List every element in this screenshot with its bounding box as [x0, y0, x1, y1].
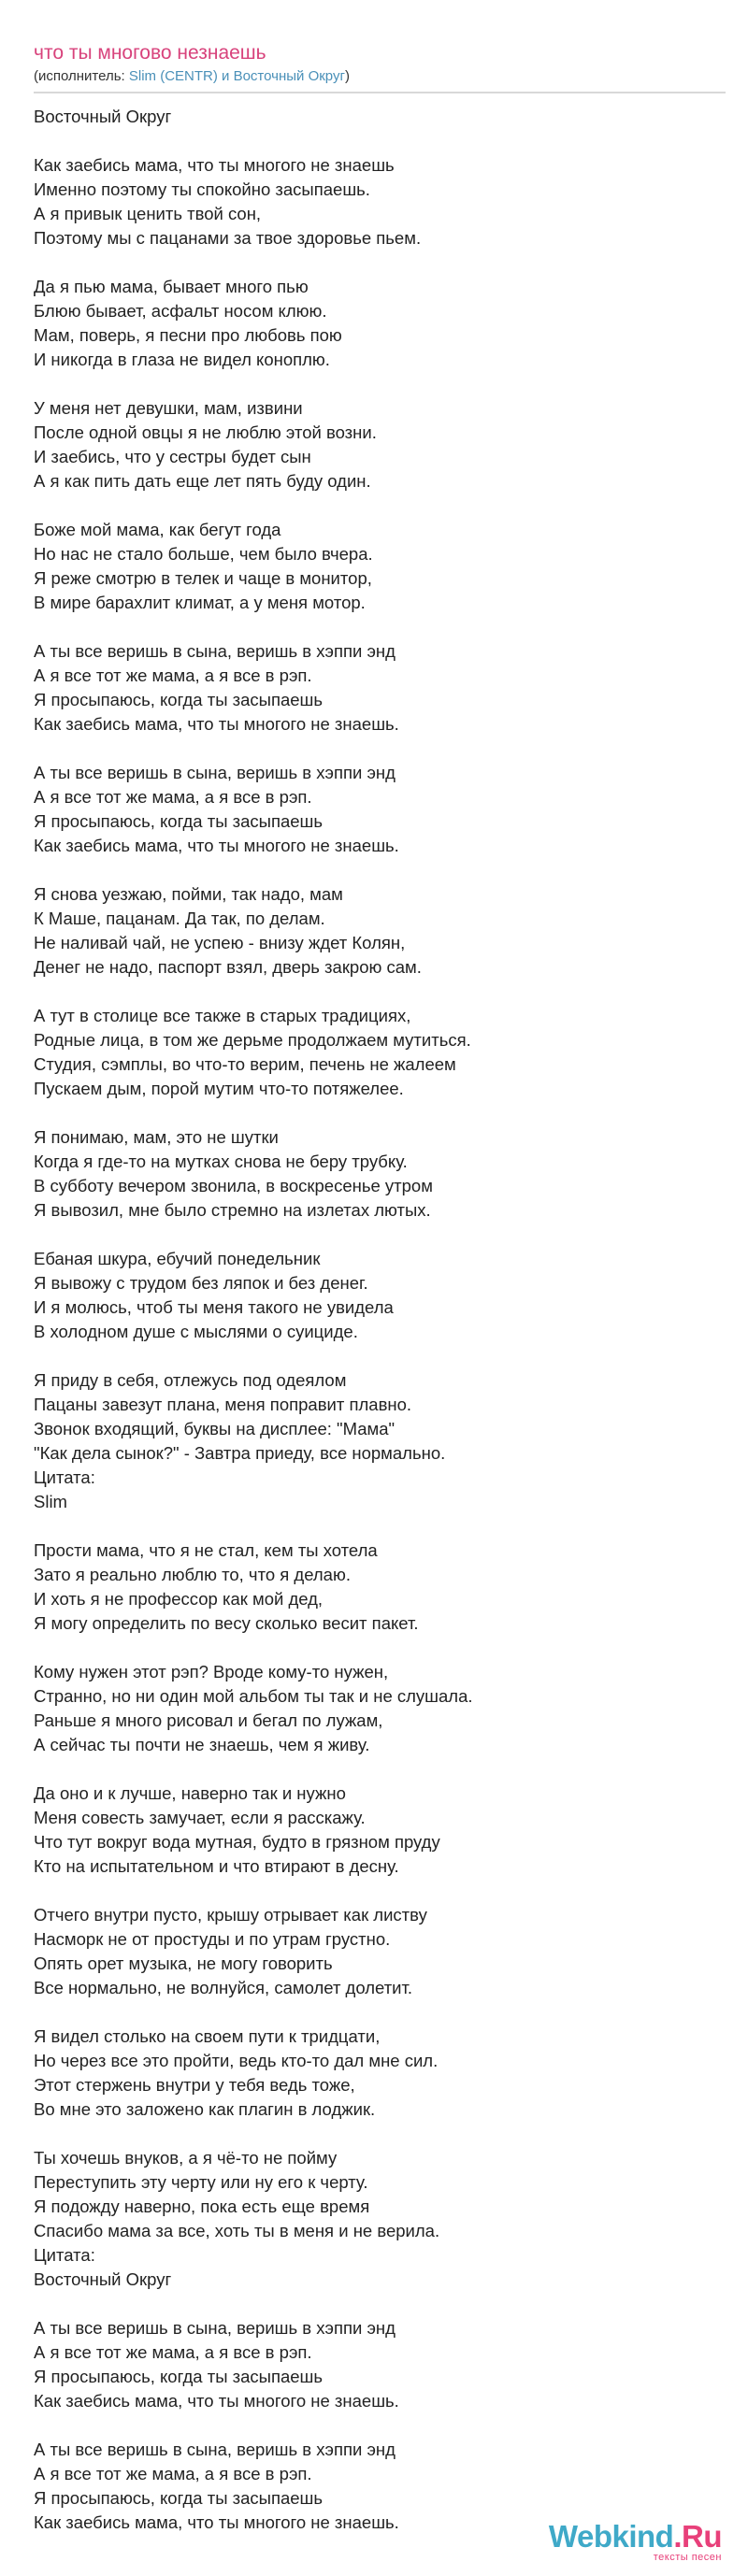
lyric-line: Переступить эту черту или ну его к черту.: [34, 2172, 368, 2192]
lyrics-stanza: [34, 2316, 726, 2413]
lyric-line: А я все тот же мама, а я все в рэп.: [34, 665, 312, 685]
lyric-line: Ты хочешь внуков, а я чё-то не пойму: [34, 2148, 338, 2168]
lyric-line: Ебаная шкура, ебучий понедельник: [34, 1249, 321, 1268]
lyric-line: Опять орет музыка, не могу говорить: [34, 1953, 333, 1973]
lyric-line: После одной овцы я не люблю этой возни.: [34, 422, 377, 442]
stanza-gap: [34, 1514, 726, 1538]
lyric-line: Странно, но ни один мой альбом ты так и не слушала.: [34, 1686, 473, 1706]
lyric-line: Студия, сэмплы, во что-то верим, печень не жалеем: [34, 1054, 456, 1074]
lyric-line: А я все тот же мама, а я все в рэп.: [34, 2464, 312, 2483]
lyric-line: Да оно и к лучше, наверно так и нужно: [34, 1783, 346, 1803]
lyrics-stanza: [34, 275, 726, 372]
lyric-line: Я снова уезжаю, пойми, так надо, мам: [34, 884, 343, 904]
lyrics-stanza: [34, 1660, 726, 1757]
lyrics-stanza: [34, 1782, 726, 1879]
lyric-line: Кто на испытательном и что втирают в десну.: [34, 1856, 399, 1876]
lyrics-stanza: [34, 1538, 726, 1636]
lyric-line: Не наливай чай, не успею - внизу ждет Колян,: [34, 933, 406, 952]
watermark-tld: .Ru: [673, 2519, 722, 2554]
lyric-line: А тут в столице все также в старых традициях,: [34, 1006, 411, 1025]
artist-link[interactable]: Slim (CENTR) и Восточный Округ: [128, 68, 345, 84]
artist-line: [34, 67, 726, 86]
stanza-gap: [34, 250, 726, 275]
artist-suffix: ): [344, 68, 350, 84]
lyrics-stanza: [34, 639, 726, 737]
lyric-line: Спасибо мама за все, хоть ты в меня и не верила.: [34, 2221, 440, 2240]
lyric-line: Восточный Округ: [34, 2269, 172, 2289]
lyrics-stanza: [34, 882, 726, 980]
lyric-line: А я все тот же мама, а я все в рэп.: [34, 2342, 312, 2362]
lyric-line: Восточный Округ: [34, 107, 172, 126]
lyric-line: Кому нужен этот рэп? Вроде кому-то нужен,: [34, 1662, 389, 1682]
stanza-gap: [34, 858, 726, 882]
lyric-line: А сейчас ты почти не знаешь, чем я живу.: [34, 1735, 370, 1754]
stanza-gap: [34, 129, 726, 153]
stanza-gap: [34, 980, 726, 1004]
lyric-line: Все нормально, не волнуйся, самолет долетит.: [34, 1978, 413, 1997]
lyric-line: Родные лица, в том же дерьме продолжаем мутиться.: [34, 1030, 471, 1050]
lyric-line: И хоть я не профессор как мой дед,: [34, 1589, 324, 1609]
stanza-gap: [34, 2413, 726, 2438]
song-title: что ты многово незнаешь: [34, 42, 266, 64]
lyric-line: А я как пить дать еще лет пять буду один.: [34, 471, 371, 491]
stanza-gap: [34, 2292, 726, 2316]
artist-prefix: (исполнитель:: [34, 68, 129, 84]
lyric-line: Я просыпаюсь, когда ты засыпаешь: [34, 690, 324, 709]
watermark-brand: Webkind: [548, 2519, 674, 2554]
lyric-line: А я все тот же мама, а я все в рэп.: [34, 787, 312, 807]
lyric-line: Slim: [34, 1492, 67, 1511]
lyric-line: А ты все веришь в сына, веришь в хэппи энд: [34, 2440, 396, 2459]
lyric-line: Я видел столько на своем пути к тридцати,: [34, 2026, 381, 2046]
lyric-line: Насморк не от простуды и по утрам грустно.: [34, 1929, 391, 1949]
lyrics-stanza: [34, 518, 726, 615]
lyric-line: Отчего внутри пусто, крышу отрывает как листву: [34, 1905, 427, 1925]
watermark-tagline: тексты песен: [653, 2552, 722, 2563]
lyric-line: А ты все веришь в сына, веришь в хэппи энд: [34, 641, 396, 661]
lyrics-page: [34, 0, 726, 2535]
lyric-line: Но через все это пройти, ведь кто-то дал мне сил.: [34, 2051, 439, 2070]
lyrics-body: [34, 105, 726, 2535]
lyric-line: Я могу определить по весу сколько весит пакет.: [34, 1613, 419, 1633]
lyrics-stanza: [34, 1004, 726, 1101]
lyric-line: Пацаны завезут плана, меня поправит плавно.: [34, 1395, 412, 1414]
lyric-line: Как заебись мама, что ты многого не знаешь: [34, 155, 395, 175]
lyric-line: Раньше я много рисовал и бегал по лужам,: [34, 1710, 383, 1730]
lyric-line: Как заебись мама, что ты многого не знаешь.: [34, 836, 399, 855]
lyric-line: Поэтому мы с пацанами за твое здоровье пьем.: [34, 228, 422, 248]
stanza-gap: [34, 1344, 726, 1368]
stanza-gap: [34, 2000, 726, 2025]
lyric-line: "Как дела сынок?" - Завтра приеду, все нормально.: [34, 1443, 446, 1463]
lyric-line: И никогда в глаза не видел коноплю.: [34, 350, 330, 369]
site-watermark: [549, 2520, 722, 2563]
lyrics-stanza: [34, 1903, 726, 2000]
lyric-line: Боже мой мама, как бегут года: [34, 520, 281, 539]
lyric-line: Я вывожу с трудом без ляпок и без денег.: [34, 1273, 368, 1293]
lyric-line: Денег не надо, паспорт взял, дверь закрою сам.: [34, 957, 422, 977]
lyric-line: Цитата:: [34, 1467, 95, 1487]
lyric-line: Именно поэтому ты спокойно засыпаешь.: [34, 179, 370, 199]
lyric-line: Этот стержень внутри у тебя ведь тоже,: [34, 2075, 355, 2095]
lyric-line: К Маше, пацанам. Да так, по делам.: [34, 909, 325, 928]
lyric-line: Цитата:: [34, 2245, 95, 2265]
lyric-line: Звонок входящий, буквы на дисплее: "Мама": [34, 1419, 396, 1438]
lyric-line: А я привык ценить твой сон,: [34, 204, 262, 223]
lyrics-stanza: [34, 396, 726, 494]
lyric-line: А ты все веришь в сына, веришь в хэппи энд: [34, 2318, 396, 2338]
watermark-logo: [549, 2520, 722, 2554]
lyric-line: И я молюсь, чтоб ты меня такого не увидела: [34, 1297, 394, 1317]
lyric-line: Я подожду наверно, пока есть еще время: [34, 2197, 370, 2216]
lyric-line: Прости мама, что я не стал, кем ты хотела: [34, 1540, 378, 1560]
lyrics-stanza: [34, 105, 726, 129]
lyric-line: Когда я где-то на мутках снова не беру трубку.: [34, 1152, 408, 1171]
stanza-gap: [34, 1636, 726, 1660]
lyric-line: Но нас не стало больше, чем было вчера.: [34, 544, 373, 564]
lyric-line: А ты все веришь в сына, веришь в хэппи энд: [34, 763, 396, 782]
lyric-line: Как заебись мама, что ты многого не знаешь.: [34, 2512, 399, 2532]
lyric-line: У меня нет девушки, мам, извини: [34, 398, 303, 418]
lyric-line: В мире барахлит климат, а у меня мотор.: [34, 593, 366, 612]
lyric-line: В субботу вечером звонила, в воскресенье утром: [34, 1176, 433, 1195]
stanza-gap: [34, 1223, 726, 1247]
lyrics-stanza: [34, 2025, 726, 2122]
lyric-line: Блюю бывает, асфальт носом клюю.: [34, 301, 327, 321]
lyrics-stanza: [34, 153, 726, 250]
stanza-gap: [34, 494, 726, 518]
stanza-gap: [34, 615, 726, 639]
lyric-line: Я реже смотрю в телек и чаще в монитор,: [34, 568, 372, 588]
lyric-line: Меня совесть замучает, если я расскажу.: [34, 1808, 366, 1827]
stanza-gap: [34, 1101, 726, 1125]
title-divider: [34, 92, 726, 93]
lyric-line: Во мне это заложено как плагин в лоджик.: [34, 2099, 376, 2119]
lyrics-stanza: [34, 1368, 726, 1514]
lyric-line: В холодном душе с мыслями о суициде.: [34, 1322, 358, 1341]
lyric-line: И заебись, что у сестры будет сын: [34, 447, 311, 466]
lyrics-stanza: [34, 2146, 726, 2292]
lyrics-stanza: [34, 1247, 726, 1344]
lyrics-stanza: [34, 1125, 726, 1223]
stanza-gap: [34, 372, 726, 396]
lyric-line: Как заебись мама, что ты многого не знаешь.: [34, 714, 399, 734]
lyric-line: Я понимаю, мам, это не шутки: [34, 1127, 279, 1147]
stanza-gap: [34, 1757, 726, 1782]
lyric-line: Я приду в себя, отлежусь под одеялом: [34, 1370, 347, 1390]
lyric-line: Да я пью мама, бывает много пью: [34, 277, 309, 296]
lyric-line: Я просыпаюсь, когда ты засыпаешь: [34, 811, 324, 831]
stanza-gap: [34, 1879, 726, 1903]
lyric-line: Пускаем дым, порой мутим что-то потяжелее.: [34, 1079, 404, 1098]
lyric-line: Мам, поверь, я песни про любовь пою: [34, 325, 342, 345]
stanza-gap: [34, 2122, 726, 2146]
lyric-line: Что тут вокруг вода мутная, будто в грязном пруду: [34, 1832, 440, 1852]
stanza-gap: [34, 737, 726, 761]
lyric-line: Я вывозил, мне было стремно на излетах лютых.: [34, 1200, 431, 1220]
lyric-line: Я просыпаюсь, когда ты засыпаешь: [34, 2367, 324, 2386]
lyric-line: Зато я реально люблю то, что я делаю.: [34, 1565, 351, 1584]
lyric-line: Как заебись мама, что ты многого не знаешь.: [34, 2391, 399, 2411]
lyric-line: Я просыпаюсь, когда ты засыпаешь: [34, 2488, 324, 2508]
lyrics-stanza: [34, 761, 726, 858]
